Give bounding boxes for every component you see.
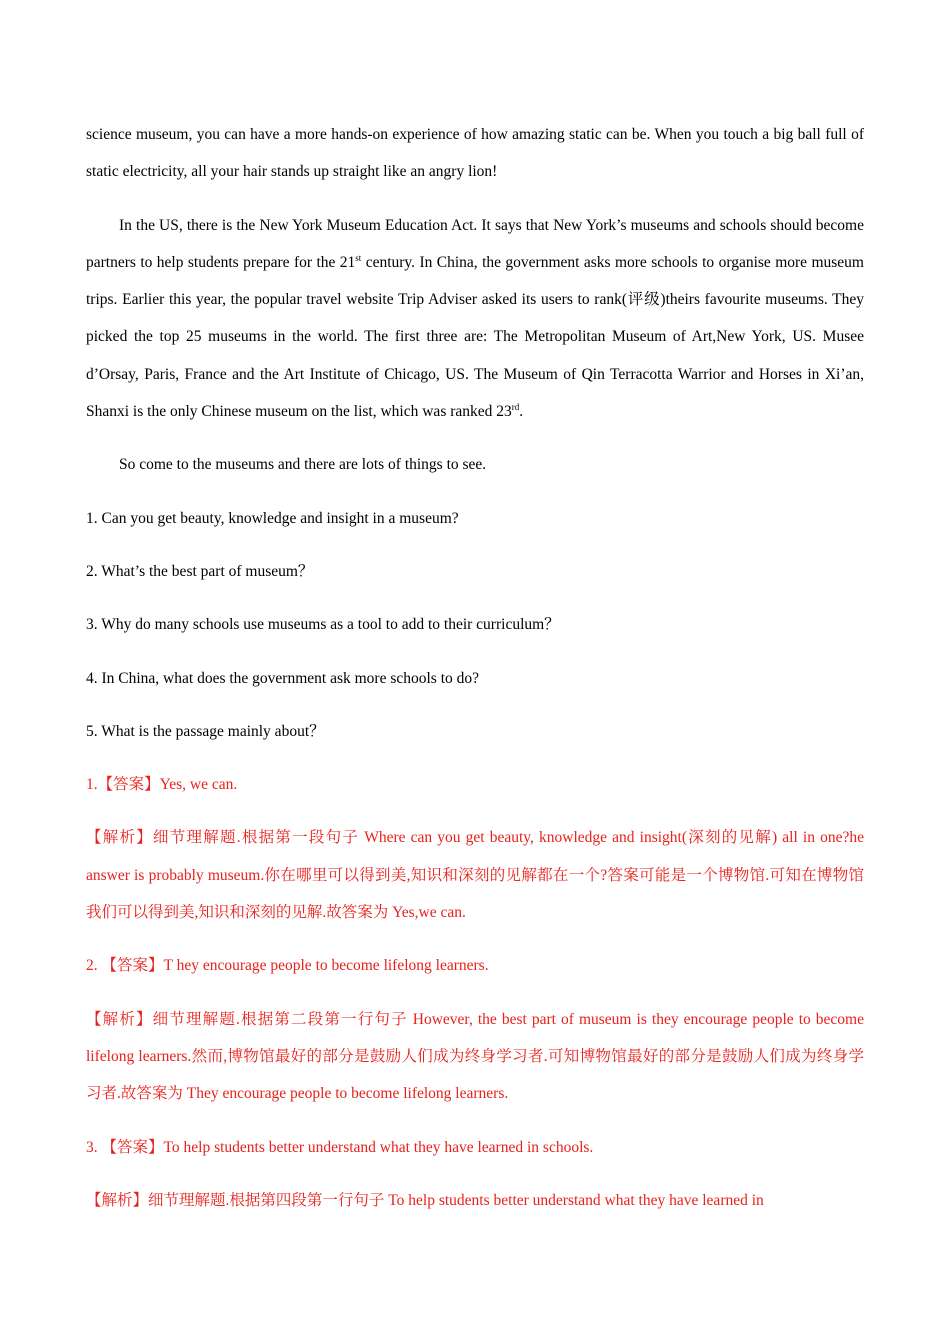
analysis-3: 【解析】细节理解题.根据第四段第一行句子 To help students better understand what they have learned in [86,1191,764,1209]
passage-paragraph-1 [86,116,864,191]
passage-p2-end: . [519,403,524,421]
answer-2: 2. 【答案】T hey encourage people to become lifelong learners. [86,957,489,975]
passage-p2-text-2: century. In China, the government asks more schools to organise more museum trips. Earlier this year, the popular travel website Trip Adviser asked its users to rank(评级)theirs favourite museums. They picked the top 25 museums in the world. The first three are: The Metropolitan Museum of Art,New York, US. Musee d’Orsay, Paris, France and the Art Institute of Chicago, US. The Museum of Qin Terracotta Warrior and Horses in Xi’an, Shanxi is the only Chinese museum on the list, which was ranked 23 [86,253,864,421]
superscript-st: st [355,252,362,263]
question-1: 1. Can you get beauty, knowledge and insight in a museum? [86,509,459,527]
question-3: 3. Why do many schools use museums as a tool to add to their curriculum？ [86,616,560,634]
question-4: 4. In China, what does the government ask more schools to do? [86,669,480,687]
document-page [86,116,864,1235]
superscript-rd: rd [511,401,520,412]
question-5: 5. What is the passage mainly about？ [86,722,325,740]
passage-p3-text: So come to the museums and there are lots of things to see. [119,456,487,474]
analysis-1: 【解析】细节理解题.根据第一段句子 Where can you get beauty, knowledge and insight(深刻的见解) all in one?he answer is probably museum.你在哪里可以得到美,知识和深刻的见解都在一个?答案可能是一个博物馆.可知在博物馆我们可以得到美,知识和深刻的见解.故答案为 Yes,we can. [86,829,864,922]
passage-paragraph-2 [86,207,864,431]
question-2: 2. What’s the best part of museum？ [86,562,314,580]
analysis-2: 【解析】细节理解题.根据第二段第一行句子 However, the best part of museum is they encourage people to become lifelong learners.然而,博物馆最好的部分是鼓励人们成为终身学习者.可知博物馆最好的部分是鼓励人们成为终身学习者.故答案为 They encourage people to become lifelong learners. [86,1010,864,1103]
answer-3: 3. 【答案】To help students better understand what they have learned in schools. [86,1138,594,1156]
answer-1: 1.【答案】Yes, we can. [86,776,238,794]
passage-p2-text-1: In the US, there is the New York Museum Education Act. It says that New York’s museums and schools should become partners to help students prepare for the 21 [86,216,864,271]
passage-p1-text: science museum, you can have a more hands-on experience of how amazing static can be. When you touch a big ball full of static electricity, all your hair stands up straight like an angry lion! [86,126,864,181]
passage-paragraph-3 [86,446,864,483]
